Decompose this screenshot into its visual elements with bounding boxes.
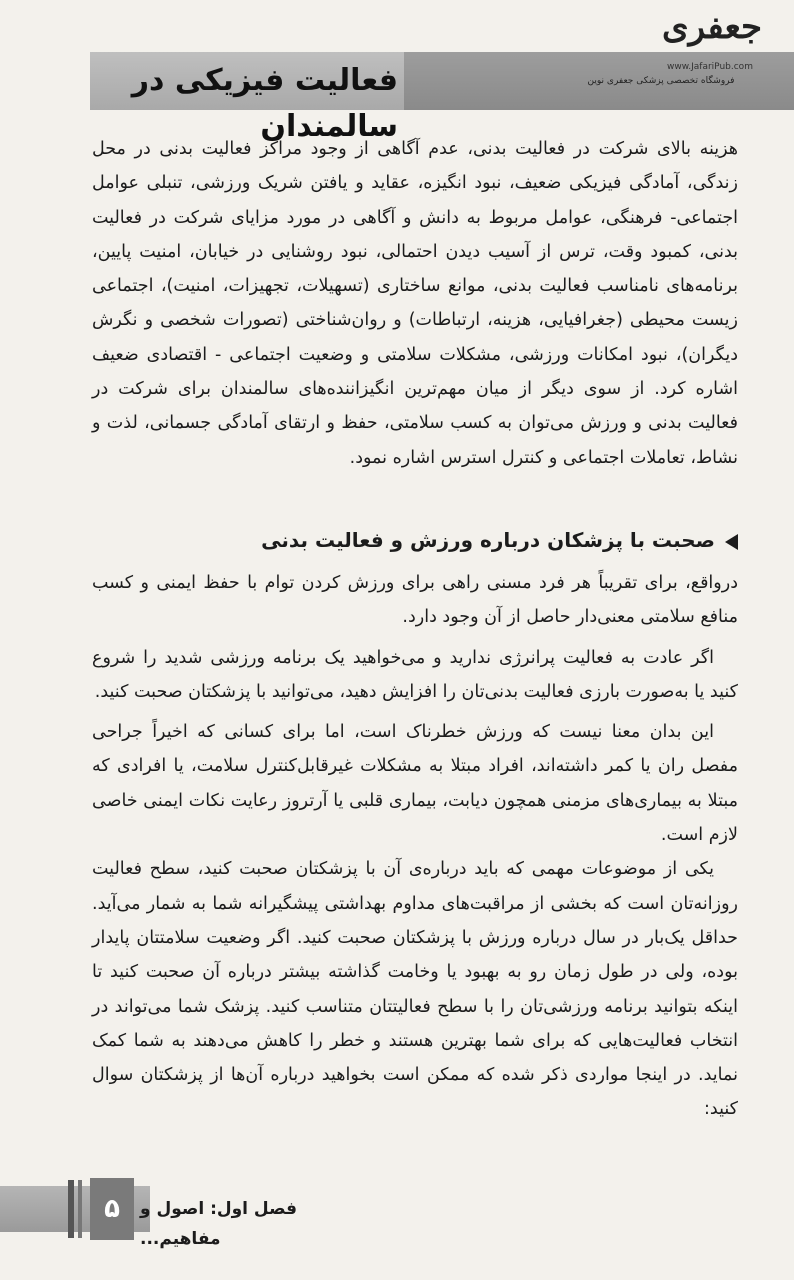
paragraph: درواقع، برای تقریباً هر فرد مسنی راهی برای ورزش کردن توام با حفظ ایمنی و کسب منافع سلامتی معنی‌دار حاصل از آن وجود دارد. bbox=[92, 573, 738, 628]
page-number: ۵ bbox=[90, 1178, 134, 1240]
chapter-title: فصل اول: اصول و مفاهیم... bbox=[140, 1199, 297, 1249]
section-heading bbox=[218, 522, 738, 558]
paragraph: هزینه بالای شرکت در فعالیت بدنی، عدم آگاهی از وجود مراکز فعالیت بدنی در محل زندگی، آمادگی فیزیکی ضعیف، نبود انگیزه، عقاید و یافتن شریک ورزشی، تنبلی عوامل اجتماعی- فرهنگی، عوامل مربوط به دانش و آگاهی در مورد مزایای شرکت در فعالیت بدنی، کمبود وقت، ترس از آسیب دیدن احتمالی، نبود روشنایی در خیابان، امنیت پایین، برنامه‌های نامناسب فعالیت بدنی، موانع ساختاری (تسهیلات، تجهیزات، امنیت)، اجتماعی زیست محیطی (جغرافیایی، هزینه، ارتباطات) و روان‌شناختی (تصورات شخصی و نگرش دیگران)، نبود امکانات ورزشی، مشکلات سلامتی و وضعیت اجتماعی - اقتصادی ضعیف اشاره کرد. از سوی دیگر از میان مهم‌ترین انگیزاننده‌های سالمندان برای شرکت در فعالیت بدنی و ورزش می‌توان به کسب سلامتی، حفظ و ارتقای آمادگی جسمانی، لذت و نشاط، تعاملات اجتماعی و کنترل استرس اشاره نمود. bbox=[92, 139, 738, 468]
footer-stripe bbox=[78, 1180, 82, 1238]
section-heading-text: صحبت با پزشکان درباره ورزش و فعالیت بدنی bbox=[261, 528, 715, 552]
body-text-top bbox=[92, 132, 738, 475]
publisher-logo bbox=[652, 6, 772, 56]
paragraph: این بدان معنا نیست که ورزش خطرناک است، اما برای کسانی که اخیراً جراحی مفصل ران یا کمر داشته‌اند، افراد مبتلا به مشکلات غیرقابل‌کنترل سلامت، یا افرادی که مبتلا به بیماری‌های مزمنی همچون دیابت، بیماری قلبی یا آرتروز رعایت نکات ایمنی خاصی لازم است. bbox=[92, 722, 738, 846]
logo-mark: جعفری bbox=[662, 7, 762, 47]
publisher-caption: فروشگاه تخصصی پزشکی جعفری نوین bbox=[587, 76, 735, 86]
publisher-url: www.JafariPub.com bbox=[667, 62, 753, 72]
triangle-bullet-icon bbox=[725, 534, 738, 550]
footer-stripe bbox=[68, 1180, 74, 1238]
paragraph: یکی از موضوعات مهمی که باید درباره‌ی آن با پزشکتان صحبت کنید، سطح فعالیت روزانه‌تان است که بخشی از مراقبت‌های مداوم بهداشتی پیشگیرانه شما به شمار می‌آید. حداقل یک‌بار در سال درباره ورزش با پزشکتان صحبت کنید. اگر وضعیت سلامتتان پایدار بوده، ولی در طول زمان رو به بهبود یا وخامت گذاشته بیشتر درباره آن صحبت کنید تا اینکه بتوانید برنامه ورزشی‌تان را با سطح فعالیتتان متناسب کنید. پزشک شما می‌تواند در انتخاب فعالیت‌هایی که برای شما بهترین هستند و خطر را کاهش می‌دهند به شما کمک نماید. در اینجا مواردی ذکر شده که ممکن است بخواهید درباره آن‌ها از پزشکتان سوال کنید: bbox=[92, 859, 738, 1120]
running-title: فعالیت فیزیکی در سالمندان bbox=[131, 63, 398, 144]
paragraph: اگر عادت به فعالیت پرانرژی ندارید و می‌خواهید یک برنامه ورزشی شدید را شروع کنید یا به‌صورت بارزی فعالیت بدنی‌تان را افزایش دهید، می‌توانید با پزشکتان صحبت کنید. bbox=[92, 647, 738, 702]
body-text-bottom bbox=[92, 566, 738, 1127]
